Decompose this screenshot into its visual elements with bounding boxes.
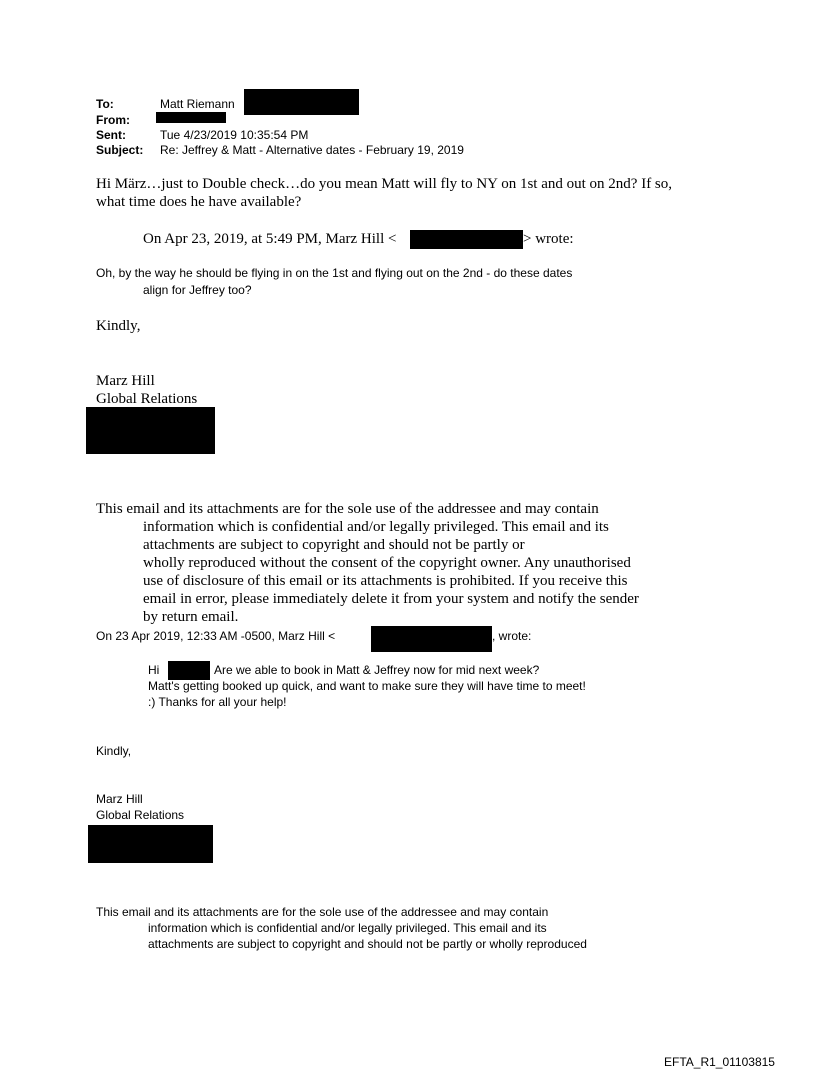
disclaimer-line: This email and its attachments are for the sole use of the addressee and may contain (96, 501, 599, 517)
disclaimer-line: information which is confidential and/or legally privileged. This email and its (143, 519, 609, 535)
closing: Kindly, (96, 318, 141, 334)
bates-number: EFTA_R1_01103815 (664, 1055, 775, 1069)
to-label: To: (96, 97, 114, 111)
closing: Kindly, (96, 744, 132, 758)
reply-line: what time does he have available? (96, 194, 302, 210)
quote-body-line: Oh, by the way he should be flying in on the 1st and flying out on the 2nd - do these dates (96, 266, 573, 280)
quote-body-line: Are we able to book in Matt & Jeffrey now for mid next week? (214, 663, 540, 677)
disclaimer-line: information which is confidential and/or legally privileged. This email and its (148, 921, 547, 935)
reply-line: Hi März…just to Double check…do you mean Matt will fly to NY on 1st and out on 2nd? If so, (96, 176, 673, 192)
signature-name: Marz Hill (96, 373, 155, 389)
quote-attribution: On Apr 23, 2019, at 5:49 PM, Marz Hill < (143, 231, 397, 247)
quote-body-line: align for Jeffrey too? (143, 283, 252, 297)
disclaimer-line: by return email. (143, 609, 239, 625)
signature-title: Global Relations (96, 808, 185, 822)
quote-body-line: :) Thanks for all your help! (148, 695, 287, 709)
quote-greeting: Hi (148, 663, 160, 677)
sent-label: Sent: (96, 128, 126, 142)
signature-name: Marz Hill (96, 792, 143, 806)
disclaimer-line: This email and its attachments are for the sole use of the addressee and may contain (96, 905, 549, 919)
subject-label: Subject: (96, 143, 144, 157)
redaction-box (86, 407, 215, 454)
quote-attribution-end: > wrote: (523, 231, 574, 247)
quote-body-line: Matt's getting booked up quick, and want to make sure they will have time to meet! (148, 679, 586, 693)
redaction-box (371, 626, 492, 652)
quote-attribution: On 23 Apr 2019, 12:33 AM -0500, Marz Hill < (96, 629, 336, 643)
redaction-box (410, 230, 523, 249)
disclaimer-line: attachments are subject to copyright and should not be partly or wholly reproduced (148, 937, 587, 951)
redaction-box (168, 661, 210, 680)
redaction-box (156, 112, 226, 123)
sent-value: Tue 4/23/2019 10:35:54 PM (160, 128, 309, 142)
redaction-box (88, 825, 213, 863)
disclaimer-line: email in error, please immediately delete it from your system and notify the sender (143, 591, 639, 607)
disclaimer-line: use of disclosure of this email or its attachments is prohibited. If you receive this (143, 573, 628, 589)
disclaimer-line: attachments are subject to copyright and should not be partly or (143, 537, 525, 553)
to-value: Matt Riemann (160, 97, 235, 111)
disclaimer-line: wholly reproduced without the consent of the copyright owner. Any unauthorised (143, 555, 631, 571)
redaction-box (244, 89, 359, 115)
signature-title: Global Relations (96, 391, 198, 407)
subject-value: Re: Jeffrey & Matt - Alternative dates - February 19, 2019 (160, 143, 464, 157)
quote-attribution-end: , wrote: (492, 629, 532, 643)
from-label: From: (96, 113, 130, 127)
